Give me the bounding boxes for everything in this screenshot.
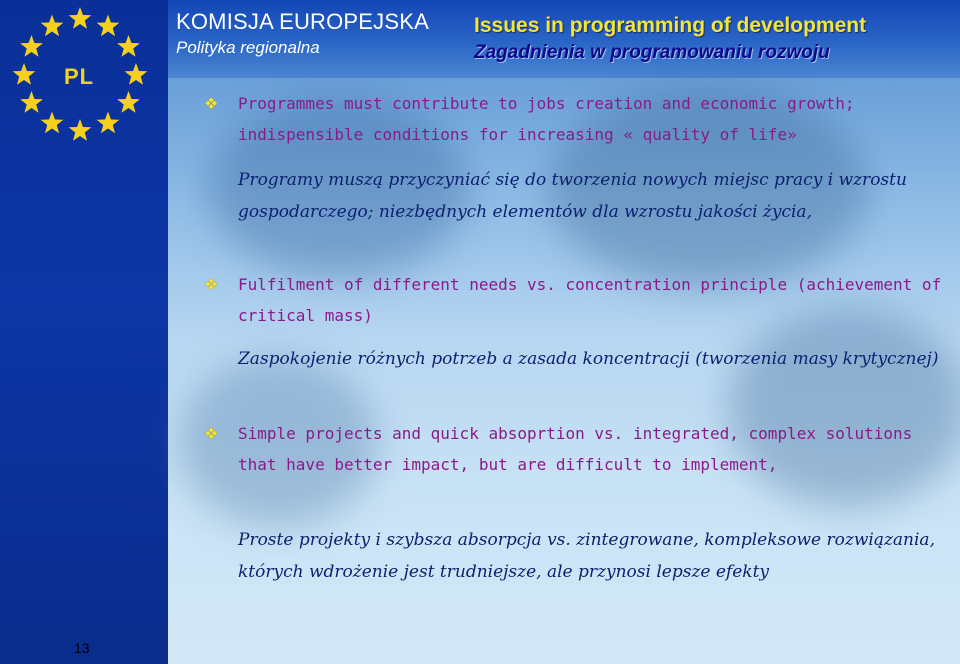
- department-name: Polityka regionalna: [176, 38, 320, 57]
- country-code: PL: [64, 64, 95, 89]
- star-icon: [13, 63, 36, 85]
- list-item-english: Programmes must contribute to jobs creation and economic growth; indispensible conditions for increasing « quality of life»: [238, 94, 855, 144]
- page-number: 13: [74, 640, 90, 656]
- organization-name: KOMISJA EUROPEJSKA: [176, 9, 430, 34]
- list-item-polish: Programy muszą przyczyniać się do tworzenia nowych miejsc pracy i wzrostu gospodarczego; niezbędnych elementów dla wzrostu jakości życia,: [238, 170, 907, 222]
- star-icon: [117, 35, 140, 57]
- four-diamond-bullet-icon: ❖: [204, 424, 219, 443]
- list-item-polish: Zaspokojenie różnych potrzeb a zasada koncentracji (tworzenia masy krytycznej): [238, 349, 939, 369]
- four-diamond-bullet-icon: ❖: [204, 275, 219, 294]
- list-item-polish: Proste projekty i szybsza absorpcja vs. zintegrowane, kompleksowe rozwiązania, których wdrożenie jest trudniejsze, ale przynosi lepsze efekty: [238, 530, 935, 582]
- star-icon: [97, 112, 120, 134]
- list-item-english: Fulfilment of different needs vs. concentration principle (achievement of critical mass): [238, 275, 942, 325]
- sidebar: [0, 0, 168, 664]
- star-icon: [41, 112, 64, 134]
- star-icon: [97, 15, 120, 37]
- star-icon: [20, 91, 43, 113]
- star-icon: [69, 119, 92, 141]
- four-diamond-bullet-icon: ❖: [204, 94, 219, 113]
- star-icon: [20, 35, 43, 57]
- slide-title-english: Issues in programming of development: [474, 14, 867, 37]
- star-icon: [69, 7, 92, 29]
- star-icon: [41, 15, 64, 37]
- list-item-english: Simple projects and quick absoprtion vs. integrated, complex solutions that have better impact, but are difficult to implement,: [238, 424, 913, 474]
- slide-title-polish: Zagadnienia w programowaniu rozwoju: [474, 42, 830, 63]
- star-icon: [125, 63, 148, 85]
- star-icon: [117, 91, 140, 113]
